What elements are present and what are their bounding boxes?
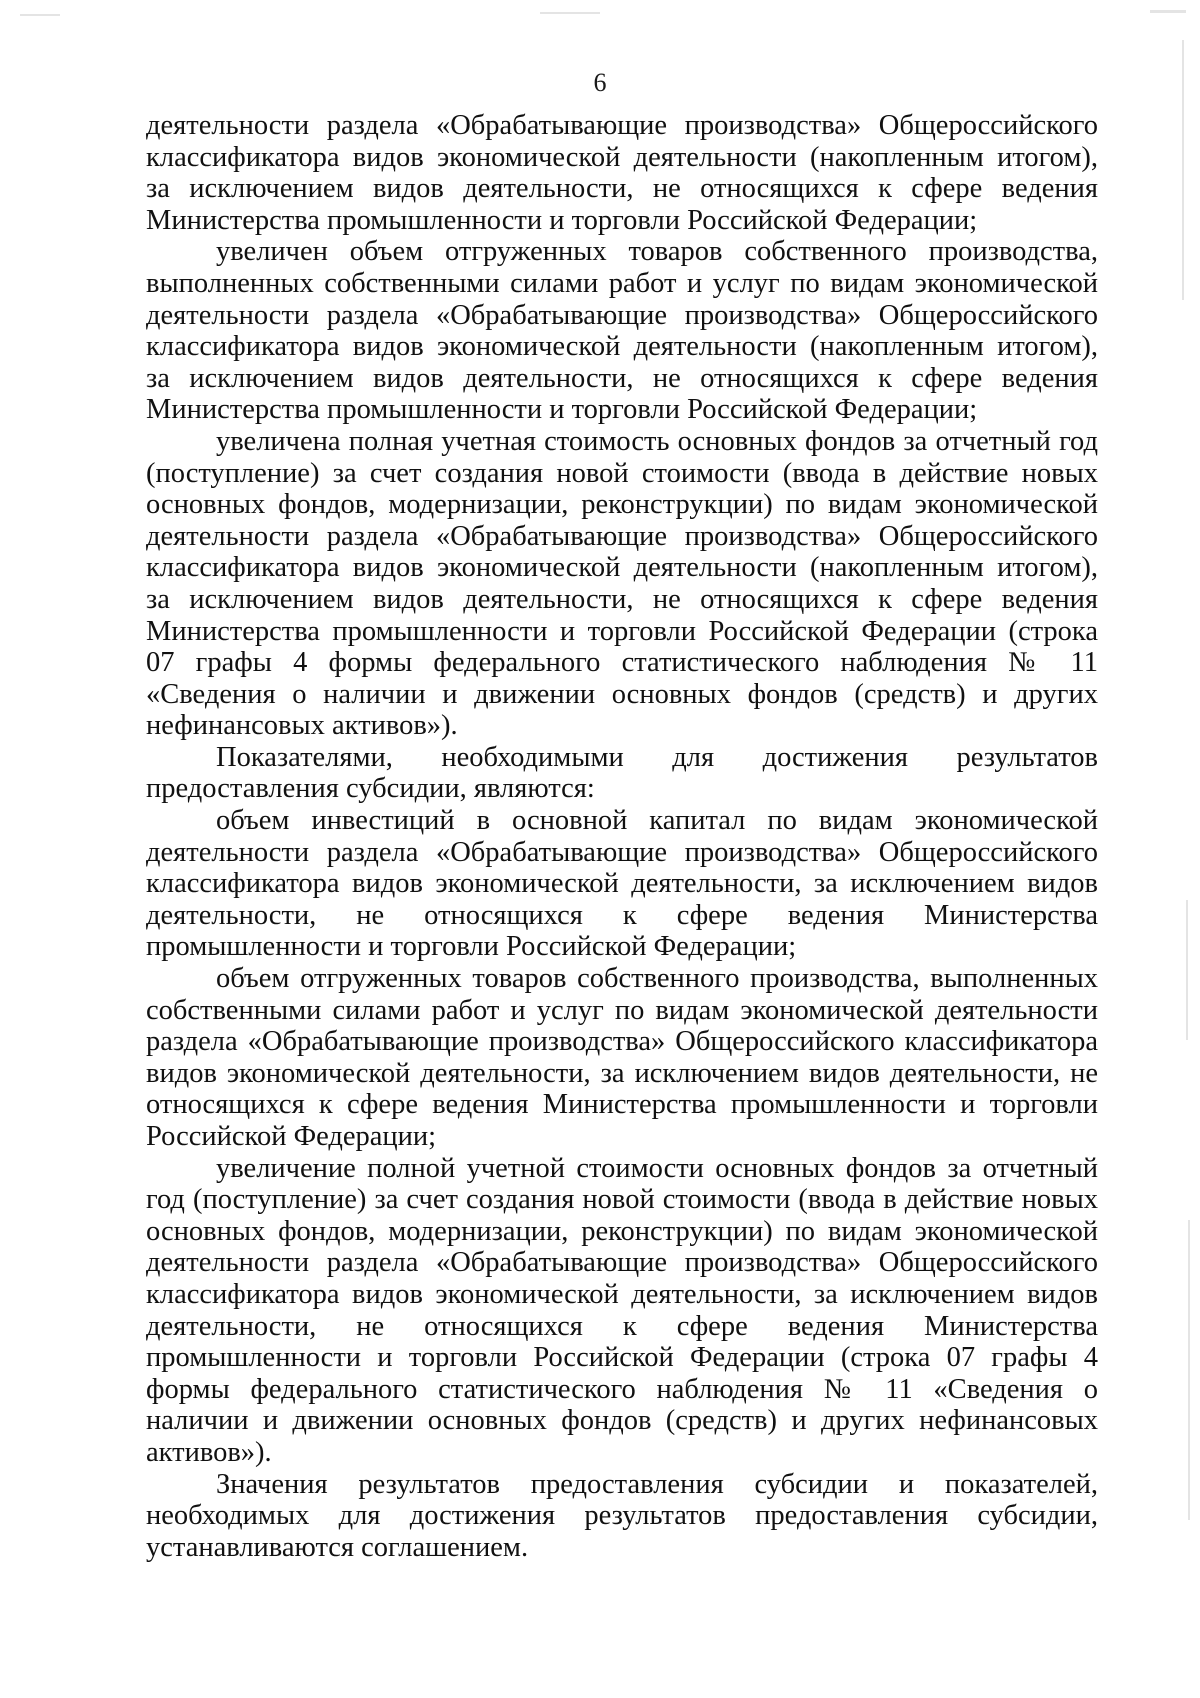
scan-artifact [1150,10,1186,13]
scan-artifact [540,12,600,14]
scan-artifact [1186,900,1188,1040]
scan-artifact [20,14,60,16]
document-body [146,110,1098,1563]
paragraph: Показателями, необходимыми для достижения результатов предоставления субсидии, являются: [146,741,1098,805]
paragraph: объем инвестиций в основной капитал по видам экономической деятельности раздела «Обрабатывающие производства» Общероссийского классификатора видов экономической деятельности, за исключением видов деятельности, не относящихся к сфере ведения Министерства промышленности и торговли Российской Федерации; [146,805,1098,963]
paragraph: Значения результатов предоставления субсидии и показателей, необходимых для достижения результатов предоставления субсидии, устанавливаются соглашением. [146,1468,1098,1563]
scan-artifact [1188,1220,1190,1520]
paragraph: увеличен объем отгруженных товаров собственного производства, выполненных собственными силами работ и услуг по видам экономической деятельности раздела «Обрабатывающие производства» Общероссийского классификатора видов экономической деятельности (накопленным итогом), за исключением видов деятельности, не относящихся к сфере ведения Министерства промышленности и торговли Российской Федерации; [146,236,1098,426]
page-number: 6 [593,68,607,97]
paragraph: деятельности раздела «Обрабатывающие производства» Общероссийского классификатора видов экономической деятельности (накопленным итогом), за исключением видов деятельности, не относящихся к сфере ведения Министерства промышленности и торговли Российской Федерации; [146,110,1098,236]
paragraph: увеличена полная учетная стоимость основных фондов за отчетный год (поступление) за счет создания новой стоимости (ввода в действие новых основных фондов, модернизации, реконструкции) по видам экономической деятельности раздела «Обрабатывающие производства» Общероссийского классификатора видов экономической деятельности (накопленным итогом), за исключением видов деятельности, не относящихся к сфере ведения Министерства промышленности и торговли Российской Федерации (строка 07 графы 4 формы федерального статистического наблюдения № 11 «Сведения о наличии и движении основных фондов (средств) и других нефинансовых активов»). [146,425,1098,742]
paragraph: увеличение полной учетной стоимости основных фондов за отчетный год (поступление) за счет создания новой стоимости (ввода в действие новых основных фондов, модернизации, реконструкции) по видам экономической деятельности раздела «Обрабатывающие производства» Общероссийского классификатора видов экономической деятельности, за исключением видов деятельности, не относящихся к сфере ведения Министерства промышленности и торговли Российской Федерации (строка 07 графы 4 формы федерального статистического наблюдения № 11 «Сведения о наличии и движении основных фондов (средств) и других нефинансовых активов»). [146,1152,1098,1468]
paragraph: объем отгруженных товаров собственного производства, выполненных собственными силами работ и услуг по видам экономической деятельности раздела «Обрабатывающие производства» Общероссийского классификатора видов экономической деятельности, за исключением видов деятельности, не относящихся к сфере ведения Министерства промышленности и торговли Российской Федерации; [146,963,1098,1152]
